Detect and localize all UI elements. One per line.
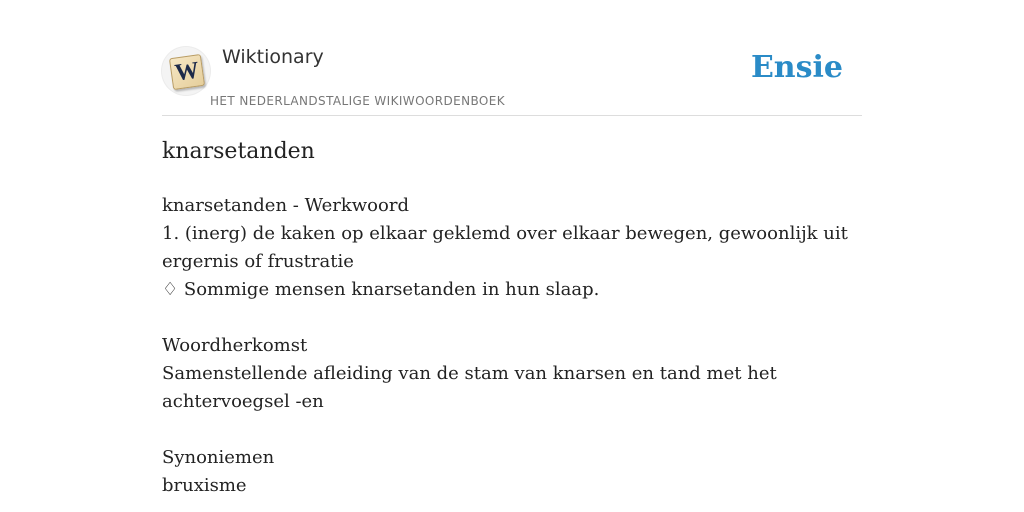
spacer [162, 416, 862, 444]
entry-content [162, 192, 862, 500]
synonyms-heading: Synoniemen [162, 447, 275, 468]
page [162, 0, 862, 512]
etymology-heading: Woordherkomst [162, 335, 308, 356]
synonyms-text: bruxisme [162, 475, 247, 496]
wiktionary-logo-icon[interactable] [162, 47, 210, 95]
page-title: knarsetanden [162, 139, 315, 164]
etymology-text: Samenstellende afleiding van de stam van knarsen en tand met het achtervoegsel -en [162, 363, 777, 412]
part-of-speech-line: knarsetanden - Werkwoord [162, 195, 409, 216]
example-sentence: ♢ Sommige mensen knarsetanden in hun slaap. [162, 279, 600, 300]
site-title[interactable]: Wiktionary [222, 46, 324, 68]
ensie-logo-link[interactable]: Ensie [750, 50, 843, 85]
spacer [162, 304, 862, 332]
definition-text: 1. (inerg) de kaken op elkaar geklemd over elkaar bewegen, gewoonlijk uit ergernis of frustratie [162, 223, 848, 272]
site-subtitle: HET NEDERLANDSTALIGE WIKIWOORDENBOEK [210, 94, 506, 108]
header-divider [162, 115, 862, 116]
logo-letter: W [169, 54, 205, 90]
